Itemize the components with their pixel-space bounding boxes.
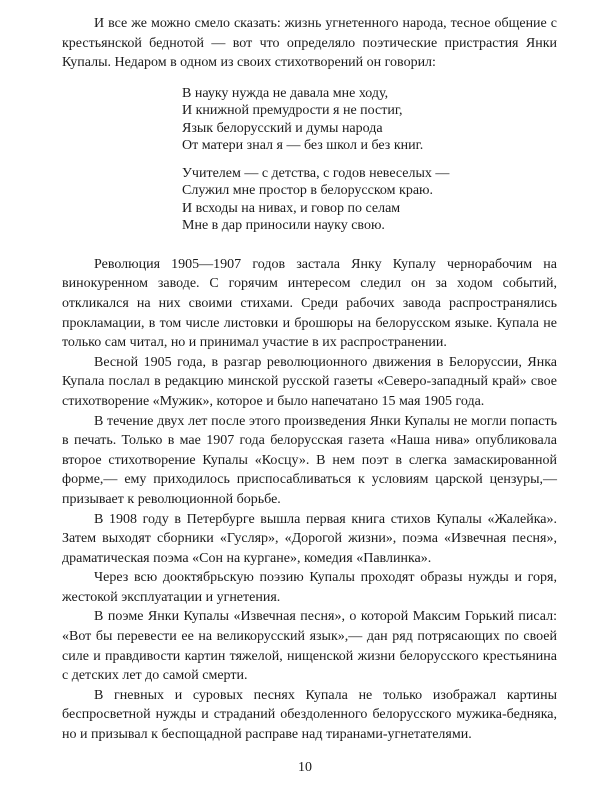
poem-line: В науку нужда не давала мне ходу,: [182, 85, 389, 101]
paragraph-pre-october: Через всю дооктябрьскую поэзию Купалы проходят образы нужды и горя, жестокой эксплуатации и угнетения.: [62, 570, 557, 605]
paragraph-spring-1905: Весной 1905 года, в разгар революционного движения в Белоруссии, Янка Купала послал в редакцию минской русской газеты «Северо-западный край» свое стихотворение «Мужик», которое и было напечатано 15 мая 1905 года.: [62, 354, 557, 409]
paragraph-1908: В 1908 году в Петербурге вышла первая книга стихов Купалы «Жалейка». Затем выходят сборники «Гусляр», «Дорогой жизни», поэма «Извечная песня», драматическая поэма «Сон на кургане», комедия «Павлинка».: [62, 511, 557, 566]
poem-line: Служил мне простор в белорусском краю.: [182, 183, 433, 199]
paragraph-two-years: В течение двух лет после этого произведения Янки Купалы не могли попасть в печать. Только в мае 1907 года белорусская газета «Наша нива» опубликовала второе стихотворение Купалы «Косцу». В нем поэт в слегка замаскированной форме,— ему приходилось приспосабливаться к условиям царской цензуры,— призывает к революционной борьбе.: [62, 413, 557, 507]
intro-paragraph: И все же можно смело сказать: жизнь угнетенного народа, тесное общение с крестьянской беднотой — вот что определяло поэтические пристрастия Янки Купалы. Недаром в одном из своих стихотворений он говорил:: [62, 16, 557, 71]
poem-quote: [182, 85, 557, 235]
poem-line: И всходы на нивах, и говор по селам: [182, 200, 401, 216]
poem-stanza-2: [182, 165, 557, 235]
poem-line: Мне в дар приносили науку свою.: [182, 218, 385, 234]
poem-line: Язык белорусский и думы народа: [182, 120, 383, 136]
page-body: [62, 14, 557, 745]
paragraph-revolution: Революция 1905—1907 годов застала Янку Купалу чернорабочим на винокуренном заводе. С горячим интересом следил он за ходом событий, откликался на них своими стихами. Среди рабочих завода распространялись прокламации, в том числе листовки и брошюры на белорусском языке. Купала не только сам читал, но и принимал участие в их распространении.: [62, 256, 557, 351]
page-number: 10: [298, 760, 312, 775]
poem-stanza-1: [182, 85, 557, 155]
paragraph-eternal-song: В поэме Янки Купалы «Извечная песня», о которой Максим Горький писал: «Вот бы перевести ее на великорусский язык»,— дан ряд потрясающих по своей силе и правдивости картин тяжелой, нищенской жизни белорусского крестьянина с детских лет до самой смерти.: [62, 609, 557, 684]
poem-line: От матери знал я — без школ и без книг.: [182, 138, 424, 154]
poem-line: Учителем — с детства, с годов невеселых —: [182, 165, 450, 181]
paragraph-angry-songs: В гневных и суровых песнях Купала не только изображал картины беспросветной нужды и страданий обездоленного белорусского мужика-бедняка, но и призывал к беспощадной расправе над тиранами-угнетателями.: [62, 687, 557, 743]
poem-line: И книжной премудрости я не постиг,: [182, 103, 403, 119]
